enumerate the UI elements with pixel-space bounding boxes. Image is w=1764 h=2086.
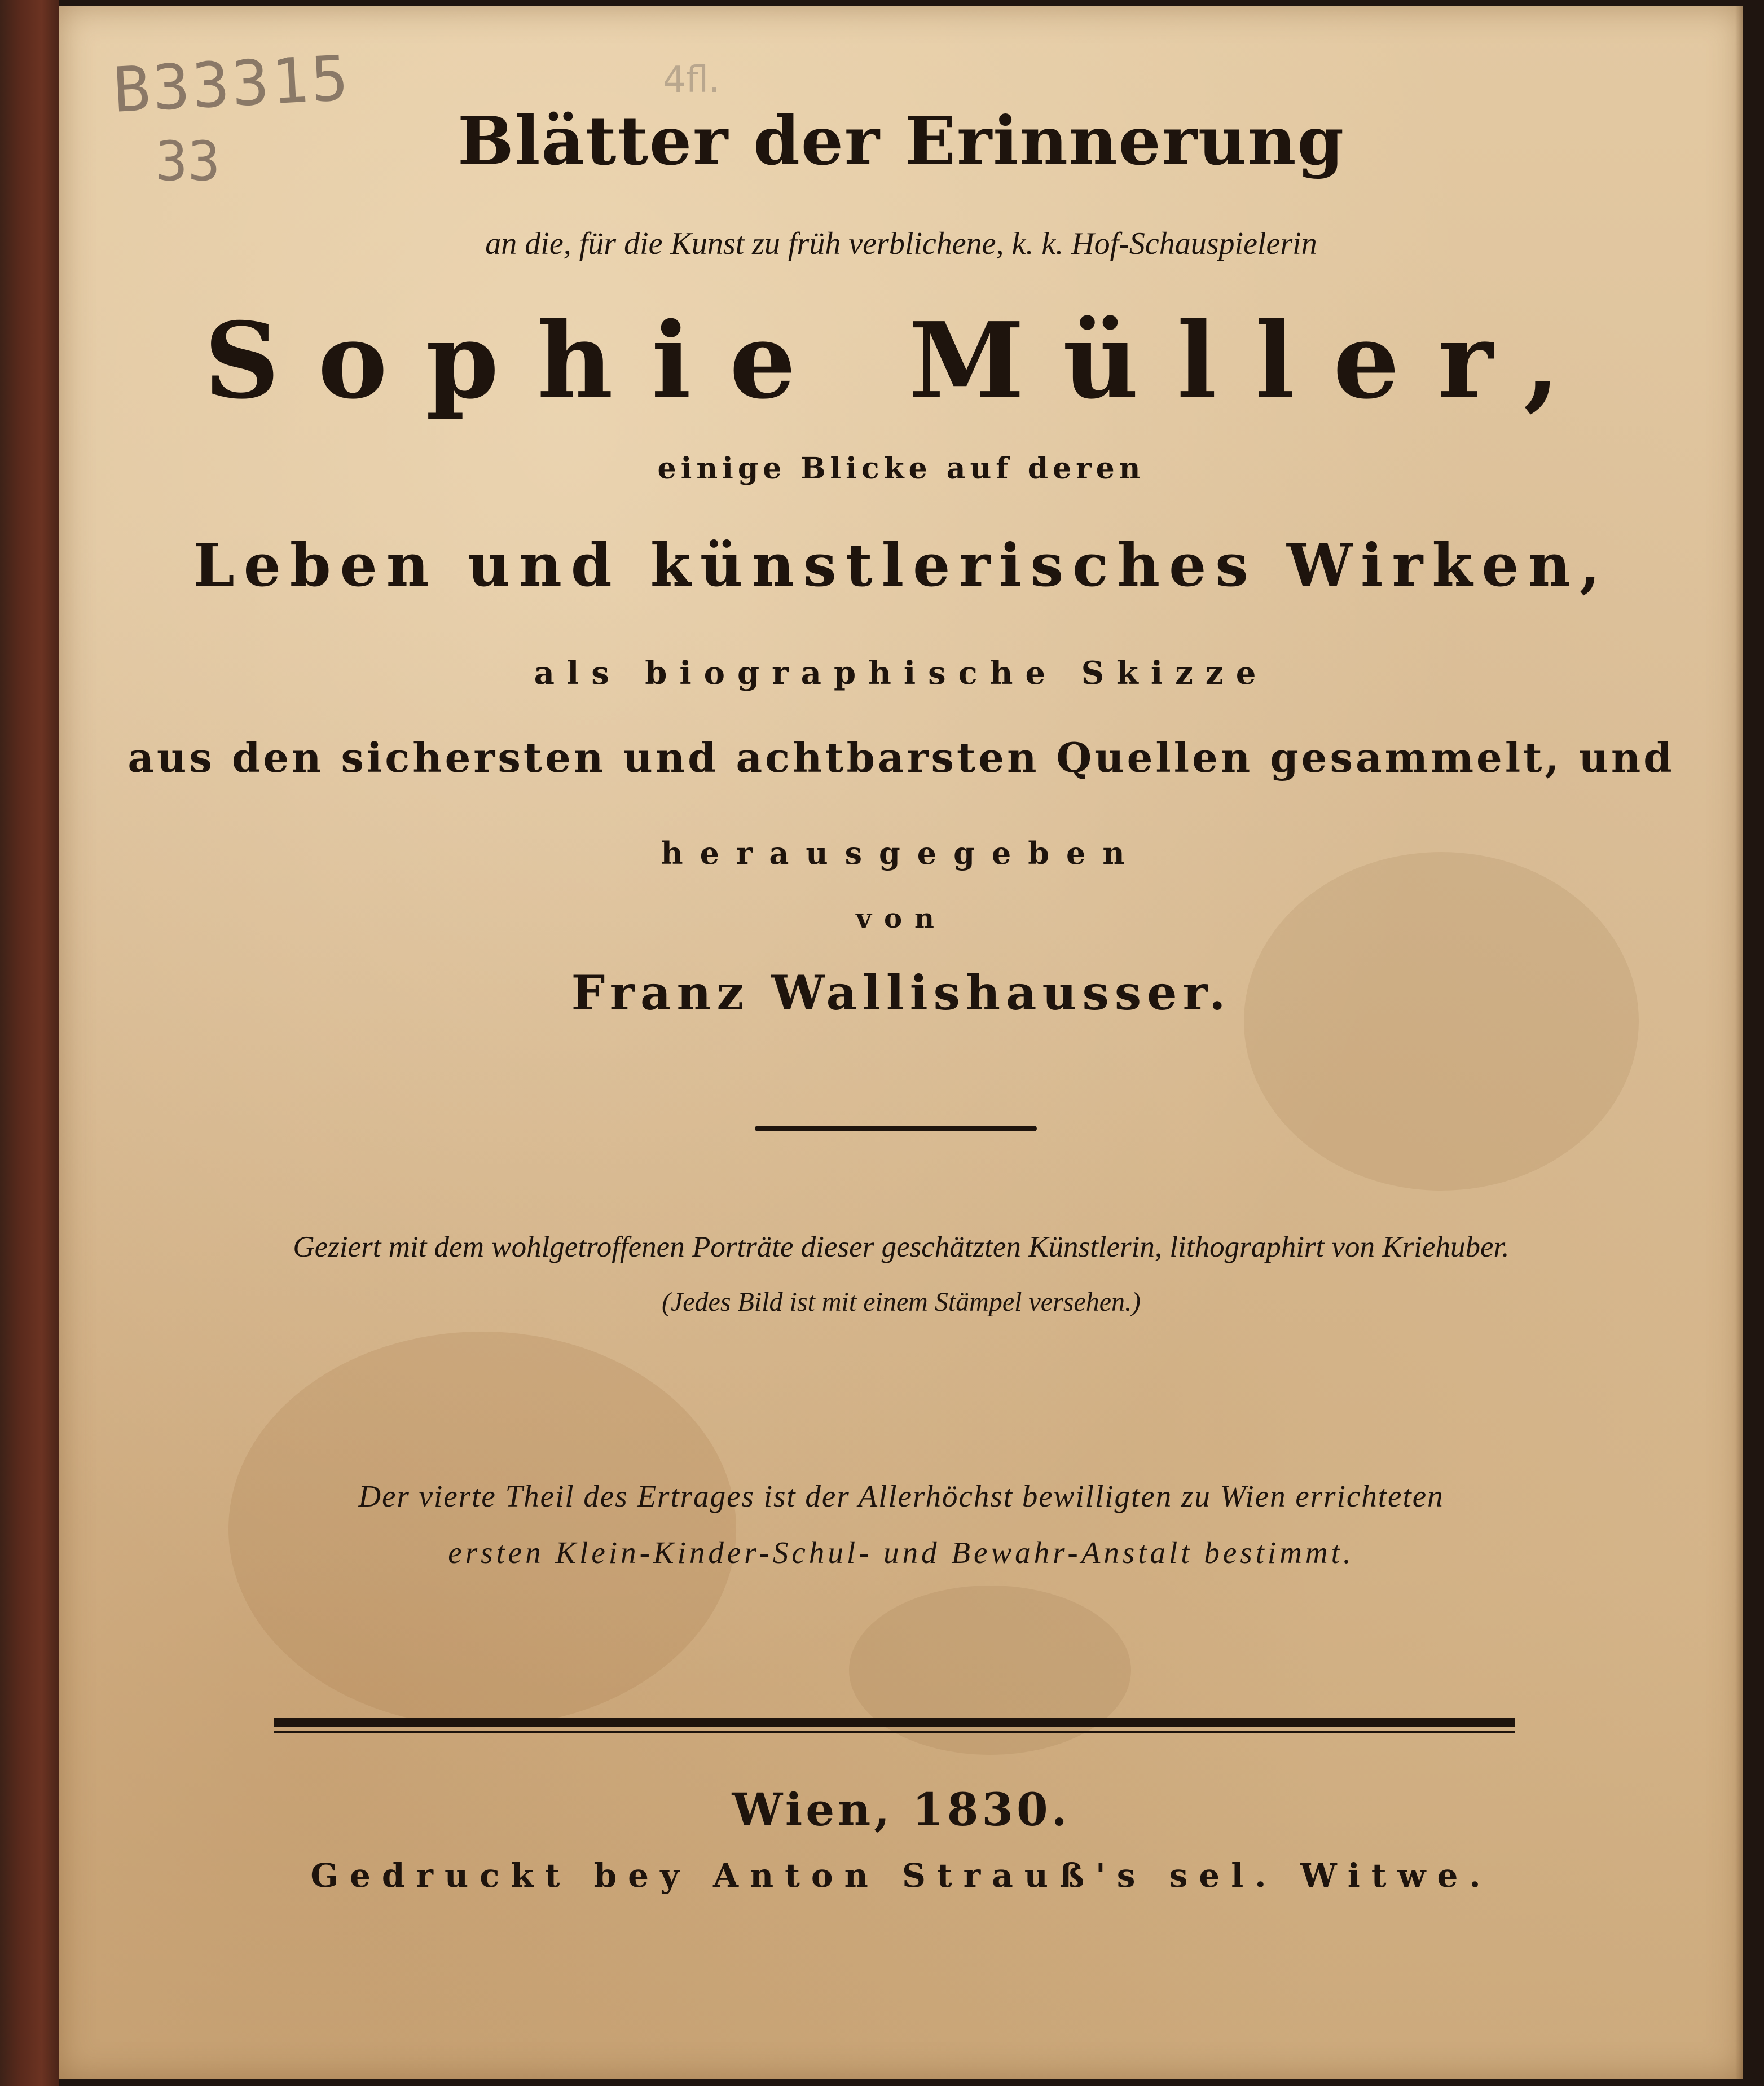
by-line: von <box>856 903 947 934</box>
author-name: Franz Wallishausser. <box>571 965 1231 1021</box>
document-title: Blätter der Erinnerung <box>457 102 1345 180</box>
published-line: herausgegeben <box>661 835 1142 871</box>
subject-name: Sophie Müller, <box>204 299 1599 422</box>
book-spine <box>0 0 59 2086</box>
paper-page <box>59 6 1743 2079</box>
proceeds-line-2: ersten Klein-Kinder-Schul- und Bewahr-Anstalt bestimmt. <box>448 1535 1354 1570</box>
double-rule <box>274 1718 1515 1733</box>
double-rule-thin <box>274 1731 1515 1733</box>
genre-line: als biographische Skizze <box>534 655 1269 692</box>
library-number: 33 <box>155 130 221 193</box>
paper-stain <box>228 1332 736 1727</box>
place-and-year: Wien, 1830. <box>732 1783 1071 1836</box>
divider-rule <box>755 1126 1037 1131</box>
library-shelfmark: B33315 <box>111 42 353 126</box>
portrait-note: Geziert mit dem wohlgetroffenen Porträte dieser geschätzten Künstlerin, lithographirt von Kriehuber. <box>293 1231 1510 1263</box>
double-rule-thick <box>274 1718 1515 1727</box>
printer-line: Gedruckt bey Anton Strauß's sel. Witwe. <box>310 1856 1492 1895</box>
sources-line: aus den sichersten und achtbarsten Quellen gesammelt, und <box>127 734 1675 781</box>
subtitle-line: Leben und künstlerisches Wirken, <box>193 530 1609 600</box>
pencil-price-note: 4fl. <box>663 59 720 101</box>
dedication-line: an die, für die Kunst zu früh verblichene, k. k. Hof-Schauspielerin <box>485 226 1317 261</box>
proceeds-line-1: Der vierte Theil des Ertrages ist der Allerhöchst bewilligten zu Wien errichteten <box>358 1479 1444 1513</box>
intro-line: einige Blicke auf deren <box>657 451 1145 486</box>
stamp-note: (Jedes Bild ist mit einem Stämpel versehen.) <box>661 1287 1141 1317</box>
